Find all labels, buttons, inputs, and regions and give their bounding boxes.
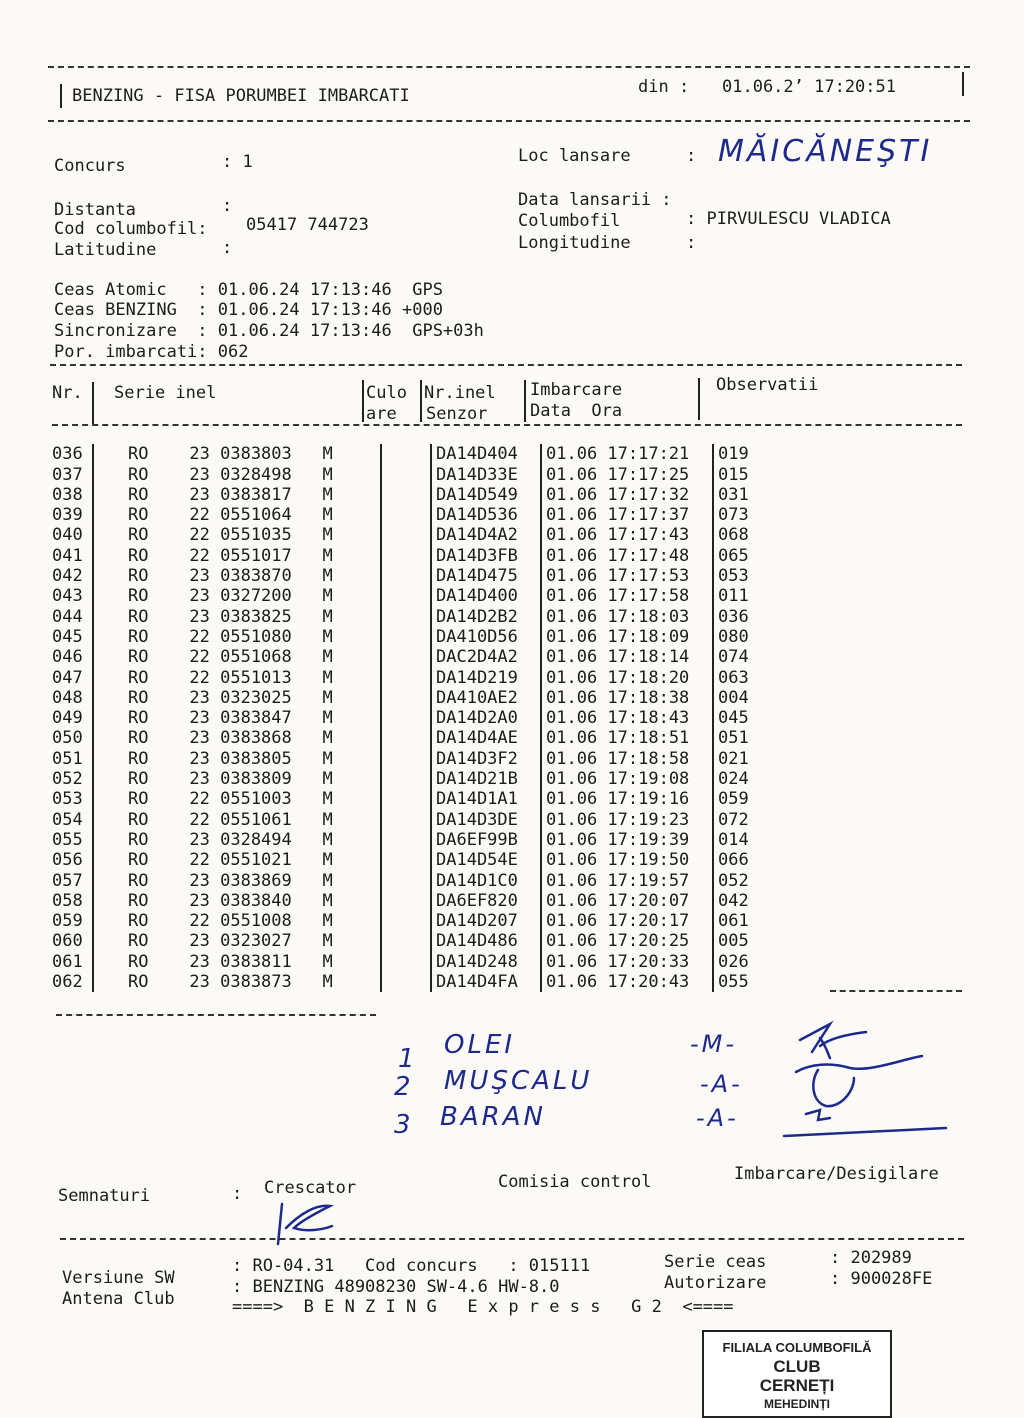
row-senzor: DA14D4A2 — [431, 525, 541, 545]
row-observatii: 066 — [718, 850, 749, 871]
footer-top-rule — [60, 1238, 964, 1240]
row-nr: 056 — [52, 850, 93, 870]
col-sep-4 — [524, 380, 526, 422]
row-serie: RO 23 0383847 M — [128, 708, 333, 729]
row-nr: 053 — [52, 789, 93, 809]
table-header-rule — [52, 424, 962, 426]
row-imbarcare: 01.06 17:18:43 — [541, 708, 713, 728]
row-serie: RO 22 0551003 M — [128, 789, 333, 810]
row-senzor: DA14D549 — [431, 485, 541, 505]
row-senzor: DA14D3FB — [431, 545, 541, 565]
row-serie: RO 22 0551061 M — [128, 809, 333, 830]
row-culoare — [381, 789, 431, 809]
col-sep-1 — [92, 382, 94, 424]
row-imbarcare: 01.06 17:17:37 — [541, 505, 713, 525]
row-nr: 058 — [52, 891, 93, 911]
benzing-express-banner: ====> B E N Z I N G E x p r e s s G 2 <==== — [232, 1297, 734, 1317]
table-row — [52, 891, 778, 911]
row-serie: RO 23 0327200 M — [128, 586, 333, 607]
table-row — [52, 444, 778, 464]
row-nr: 049 — [52, 708, 93, 728]
concurs-value: : 1 — [222, 152, 253, 172]
col-sep-3 — [420, 380, 422, 422]
table-row — [52, 911, 778, 931]
autorizare-label: Autorizare — [664, 1273, 767, 1293]
stamp-line-1: FILIALA COLUMBOFILĂ — [722, 1340, 872, 1355]
row-serie: RO 22 0551068 M — [128, 647, 333, 668]
row-imbarcare: 01.06 17:17:25 — [541, 464, 713, 484]
row-imbarcare: 01.06 17:18:03 — [541, 606, 713, 626]
antena-value-line: : BENZING 48908230 SW-4.6 HW-8.0 — [232, 1277, 560, 1297]
row-imbarcare: 01.06 17:19:57 — [541, 870, 713, 890]
table-row — [52, 972, 778, 992]
row-nr: 042 — [52, 566, 93, 586]
row-imbarcare: 01.06 17:17:32 — [541, 485, 713, 505]
row-culoare — [381, 566, 431, 586]
row-imbarcare: 01.06 17:19:50 — [541, 850, 713, 870]
row-observatii: 053 — [718, 566, 749, 587]
row-nr: 057 — [52, 870, 93, 890]
row-senzor: DA410AE2 — [431, 688, 541, 708]
latitudine-label: Latitudine — [54, 240, 157, 260]
row-imbarcare: 01.06 17:18:20 — [541, 667, 713, 687]
loc-lansare-label: Loc lansare — [518, 146, 631, 166]
row-serie: RO 22 0551021 M — [128, 850, 333, 871]
row-observatii: 021 — [718, 748, 749, 769]
row-senzor: DA14D219 — [431, 667, 541, 687]
table-row — [52, 606, 778, 626]
row-culoare — [381, 505, 431, 525]
row-nr: 044 — [52, 606, 93, 626]
row-culoare — [381, 586, 431, 606]
row-imbarcare: 01.06 17:20:43 — [541, 972, 713, 992]
row-nr: 050 — [52, 728, 93, 748]
row-serie: RO 23 0383870 M — [128, 566, 333, 587]
table-row — [52, 870, 778, 890]
semnaturi-label: Semnaturi — [58, 1186, 151, 1206]
row-senzor: DA410D56 — [431, 627, 541, 647]
row-observatii: 061 — [718, 911, 749, 932]
stamp-line-3: CERNEȚI — [759, 1376, 835, 1395]
row-nr: 036 — [52, 444, 93, 464]
row-imbarcare: 01.06 17:19:23 — [541, 809, 713, 829]
row-imbarcare: 01.06 17:19:16 — [541, 789, 713, 809]
serie-ceas-label: Serie ceas — [664, 1252, 767, 1272]
row-senzor: DA14D207 — [431, 911, 541, 931]
row-senzor: DA14D486 — [431, 931, 541, 951]
row-senzor: DA14D1A1 — [431, 789, 541, 809]
table-row — [52, 667, 778, 687]
row-observatii: 074 — [718, 647, 749, 668]
row-imbarcare: 01.06 17:19:39 — [541, 830, 713, 850]
stamp-line-4: MEHEDINȚI — [764, 1397, 830, 1411]
table-row — [52, 464, 778, 484]
row-senzor: DA14D536 — [431, 505, 541, 525]
row-imbarcare: 01.06 17:19:08 — [541, 769, 713, 789]
row-culoare — [381, 708, 431, 728]
row-observatii: 080 — [718, 626, 749, 647]
row-observatii: 015 — [718, 464, 749, 485]
row-observatii: 073 — [718, 505, 749, 526]
row-imbarcare: 01.06 17:18:14 — [541, 647, 713, 667]
row-observatii: 031 — [718, 484, 749, 505]
row-nr: 052 — [52, 769, 93, 789]
col-observatii-header: Observatii — [716, 375, 819, 395]
cod-columbofil-label: Cod columbofil: — [54, 219, 208, 239]
row-observatii: 036 — [718, 606, 749, 627]
row-culoare — [381, 464, 431, 484]
din-label: din : — [638, 77, 690, 97]
row-serie: RO 23 0383805 M — [128, 748, 333, 769]
row-senzor: DA14D248 — [431, 951, 541, 971]
row-serie: RO 23 0328494 M — [128, 829, 333, 850]
row-culoare — [381, 972, 431, 992]
pigeon-table-body — [52, 444, 778, 992]
row-imbarcare: 01.06 17:17:58 — [541, 586, 713, 606]
row-senzor: DA14D2B2 — [431, 606, 541, 626]
row-senzor: DA14D3DE — [431, 809, 541, 829]
row-serie: RO 22 0551080 M — [128, 626, 333, 647]
header-left-bar — [60, 84, 62, 108]
row-observatii: 045 — [718, 708, 749, 729]
row-nr: 054 — [52, 809, 93, 829]
table-bottom-rule — [56, 1014, 376, 1016]
table-row — [52, 951, 778, 971]
hand-mark-2: -A- — [700, 1070, 743, 1098]
row-senzor: DA14D54E — [431, 850, 541, 870]
table-row — [52, 850, 778, 870]
row-observatii: 026 — [718, 951, 749, 972]
row-observatii: 051 — [718, 728, 749, 749]
table-row — [52, 485, 778, 505]
table-row — [52, 708, 778, 728]
din-value: 01.06.2’ 17:20:51 — [722, 77, 896, 97]
row-senzor: DAC2D4A2 — [431, 647, 541, 667]
hand-name-1: OLEI — [444, 1030, 516, 1060]
row-nr: 045 — [52, 627, 93, 647]
stamp-line-2: CLUB — [773, 1357, 821, 1376]
row-imbarcare: 01.06 17:17:48 — [541, 545, 713, 565]
row-imbarcare: 01.06 17:20:33 — [541, 951, 713, 971]
hand-mark-1: -M- — [690, 1030, 738, 1058]
row-observatii: 024 — [718, 769, 749, 790]
club-stamp — [702, 1330, 892, 1418]
row-culoare — [381, 728, 431, 748]
row-serie: RO 23 0383811 M — [128, 951, 333, 972]
table-row — [52, 586, 778, 606]
row-nr: 048 — [52, 688, 93, 708]
crescator-label: Crescator — [264, 1178, 357, 1198]
row-observatii: 042 — [718, 890, 749, 911]
row-culoare — [381, 830, 431, 850]
versiune-value-line: : RO-04.31 Cod concurs : 015111 — [232, 1256, 591, 1276]
row-nr: 059 — [52, 911, 93, 931]
row-serie: RO 22 0551008 M — [128, 911, 333, 932]
row-serie: RO 23 0383825 M — [128, 606, 333, 627]
ceas-benzing-line: Ceas BENZING : 01.06.24 17:13:46 +000 — [54, 300, 443, 320]
row-nr: 038 — [52, 485, 93, 505]
autorizare-value: : 900028FE — [830, 1269, 933, 1289]
comisia-control-label: Comisia control — [498, 1172, 652, 1192]
latitudine-sep: : — [222, 238, 233, 258]
row-observatii: 005 — [718, 931, 749, 952]
row-serie: RO 23 0383817 M — [128, 484, 333, 505]
row-nr: 039 — [52, 505, 93, 525]
col-sep-5 — [698, 378, 700, 420]
row-imbarcare: 01.06 17:17:21 — [541, 444, 713, 464]
row-nr: 040 — [52, 525, 93, 545]
columbofil-value: : PIRVULESCU VLADICA — [686, 209, 891, 229]
row-culoare — [381, 667, 431, 687]
longitudine-label: Longitudine — [518, 233, 631, 253]
distanta-label: Distanta — [54, 200, 136, 220]
col-sep-2 — [362, 380, 364, 422]
row-culoare — [381, 809, 431, 829]
table-row — [52, 647, 778, 667]
table-row — [52, 525, 778, 545]
row-serie: RO 23 0383840 M — [128, 890, 333, 911]
row-nr: 041 — [52, 545, 93, 565]
row-nr: 061 — [52, 951, 93, 971]
row-culoare — [381, 545, 431, 565]
versiune-sw-label: Versiune SW — [62, 1268, 175, 1288]
row-observatii: 014 — [718, 829, 749, 850]
row-nr: 037 — [52, 464, 93, 484]
page-title: BENZING - FISA PORUMBEI IMBARCATI — [72, 86, 410, 106]
top-rule — [48, 66, 970, 68]
row-serie: RO 23 0383869 M — [128, 870, 333, 891]
row-nr: 062 — [52, 972, 93, 992]
col-imbarcare-header-1: Imbarcare — [530, 380, 623, 400]
row-culoare — [381, 444, 431, 464]
hand-mark-3: -A- — [696, 1104, 739, 1132]
row-serie: RO 23 0323027 M — [128, 931, 333, 952]
concurs-label: Concurs — [54, 156, 126, 176]
row-nr: 055 — [52, 830, 93, 850]
col-serie-header: Serie inel — [114, 383, 217, 403]
col-nr-header: Nr. — [52, 383, 83, 403]
row-nr: 060 — [52, 931, 93, 951]
table-row — [52, 748, 778, 768]
loc-lansare-sep: : — [686, 146, 697, 166]
row-imbarcare: 01.06 17:20:25 — [541, 931, 713, 951]
row-culoare — [381, 606, 431, 626]
row-culoare — [381, 627, 431, 647]
row-nr: 046 — [52, 647, 93, 667]
row-nr: 043 — [52, 586, 93, 606]
row-imbarcare: 01.06 17:20:07 — [541, 891, 713, 911]
row-serie: RO 22 0551017 M — [128, 545, 333, 566]
row-observatii: 063 — [718, 667, 749, 688]
pigeon-table — [52, 444, 778, 992]
data-lansarii-label: Data lansarii : — [518, 190, 672, 210]
row-serie: RO 22 0551013 M — [128, 667, 333, 688]
porumbei-imbarcati-line: Por. imbarcati: 062 — [54, 342, 249, 362]
row-senzor: DA14D404 — [431, 444, 541, 464]
row-culoare — [381, 951, 431, 971]
row-culoare — [381, 748, 431, 768]
row-culoare — [381, 850, 431, 870]
row-serie: RO 23 0323025 M — [128, 687, 333, 708]
row-senzor: DA6EF99B — [431, 830, 541, 850]
hand-name-2: MUŞCALU — [444, 1066, 593, 1096]
header-right-bar — [962, 72, 964, 96]
col-culoare-header-1: Culo — [366, 383, 407, 403]
col-nrinel-header-2: Senzor — [426, 404, 488, 424]
row-observatii: 004 — [718, 687, 749, 708]
sincronizare-line: Sincronizare : 01.06.24 17:13:46 GPS+03h — [54, 321, 484, 341]
row-nr: 047 — [52, 667, 93, 687]
row-observatii: 072 — [718, 809, 749, 830]
row-observatii: 011 — [718, 586, 749, 607]
col-imbarcare-header-2: Data Ora — [530, 401, 623, 421]
row-culoare — [381, 891, 431, 911]
row-senzor: DA14D2A0 — [431, 708, 541, 728]
row-imbarcare: 01.06 17:18:09 — [541, 627, 713, 647]
row-serie: RO 22 0551064 M — [128, 505, 333, 526]
row-observatii: 055 — [718, 972, 749, 993]
table-row — [52, 769, 778, 789]
row-observatii: 052 — [718, 870, 749, 891]
row-senzor: DA6EF820 — [431, 891, 541, 911]
imbarcare-desigilare-label: Imbarcare/Desigilare — [734, 1164, 939, 1184]
table-top-rule — [50, 364, 962, 366]
row-serie: RO 23 0383868 M — [128, 728, 333, 749]
committee-signatures-drawing — [770, 1010, 950, 1140]
row-imbarcare: 01.06 17:17:53 — [541, 566, 713, 586]
row-culoare — [381, 647, 431, 667]
row-senzor: DA14D3F2 — [431, 748, 541, 768]
hand-num-2: 2 — [394, 1072, 414, 1102]
row-culoare — [381, 688, 431, 708]
row-imbarcare: 01.06 17:18:58 — [541, 748, 713, 768]
table-row — [52, 688, 778, 708]
row-serie: RO 23 0383873 M — [128, 972, 333, 993]
columbofil-label: Columbofil — [518, 211, 621, 231]
table-row — [52, 627, 778, 647]
table-row — [52, 809, 778, 829]
row-culoare — [381, 485, 431, 505]
row-culoare — [381, 931, 431, 951]
ceas-atomic-line: Ceas Atomic : 01.06.24 17:13:46 GPS — [54, 280, 443, 300]
row-serie: RO 23 0328498 M — [128, 464, 333, 485]
table-row — [52, 505, 778, 525]
antena-club-label: Antena Club — [62, 1289, 175, 1309]
row-observatii: 059 — [718, 789, 749, 810]
header-rule — [48, 120, 970, 122]
row-serie: RO 23 0383809 M — [128, 769, 333, 790]
row-observatii: 019 — [718, 444, 749, 465]
row-senzor: DA14D33E — [431, 464, 541, 484]
row-culoare — [381, 870, 431, 890]
table-row — [52, 830, 778, 850]
longitudine-sep: : — [686, 233, 697, 253]
loc-lansare-handwritten: MĂICĂNEŞTI — [718, 134, 933, 169]
row-senzor: DA14D21B — [431, 769, 541, 789]
row-culoare — [381, 911, 431, 931]
hand-name-3: BARAN — [440, 1102, 546, 1132]
row-nr: 051 — [52, 748, 93, 768]
row-imbarcare: 01.06 17:20:17 — [541, 911, 713, 931]
row-senzor: DA14D400 — [431, 586, 541, 606]
row-serie: RO 22 0551035 M — [128, 525, 333, 546]
distanta-sep: : — [222, 196, 233, 216]
serie-ceas-value: : 202989 — [830, 1248, 912, 1268]
cod-columbofil-value: 05417 744723 — [246, 215, 369, 235]
row-senzor: DA14D1C0 — [431, 870, 541, 890]
row-imbarcare: 01.06 17:18:38 — [541, 688, 713, 708]
table-bottom-rule-right — [830, 990, 962, 992]
table-row — [52, 789, 778, 809]
row-imbarcare: 01.06 17:18:51 — [541, 728, 713, 748]
row-imbarcare: 01.06 17:17:43 — [541, 525, 713, 545]
table-row — [52, 728, 778, 748]
row-senzor: DA14D4FA — [431, 972, 541, 992]
row-culoare — [381, 769, 431, 789]
col-nrinel-header-1: Nr.inel — [424, 383, 496, 403]
col-culoare-header-2: are — [366, 404, 397, 424]
table-row — [52, 931, 778, 951]
row-serie: RO 23 0383803 M — [128, 444, 333, 465]
table-row — [52, 566, 778, 586]
hand-num-3: 3 — [394, 1110, 414, 1140]
row-observatii: 068 — [718, 525, 749, 546]
row-senzor: DA14D475 — [431, 566, 541, 586]
semnaturi-sep: : — [232, 1184, 243, 1204]
row-senzor: DA14D4AE — [431, 728, 541, 748]
crescator-signature — [270, 1198, 340, 1248]
hand-num-1: 1 — [398, 1044, 418, 1074]
table-row — [52, 545, 778, 565]
row-observatii: 065 — [718, 545, 749, 566]
row-culoare — [381, 525, 431, 545]
